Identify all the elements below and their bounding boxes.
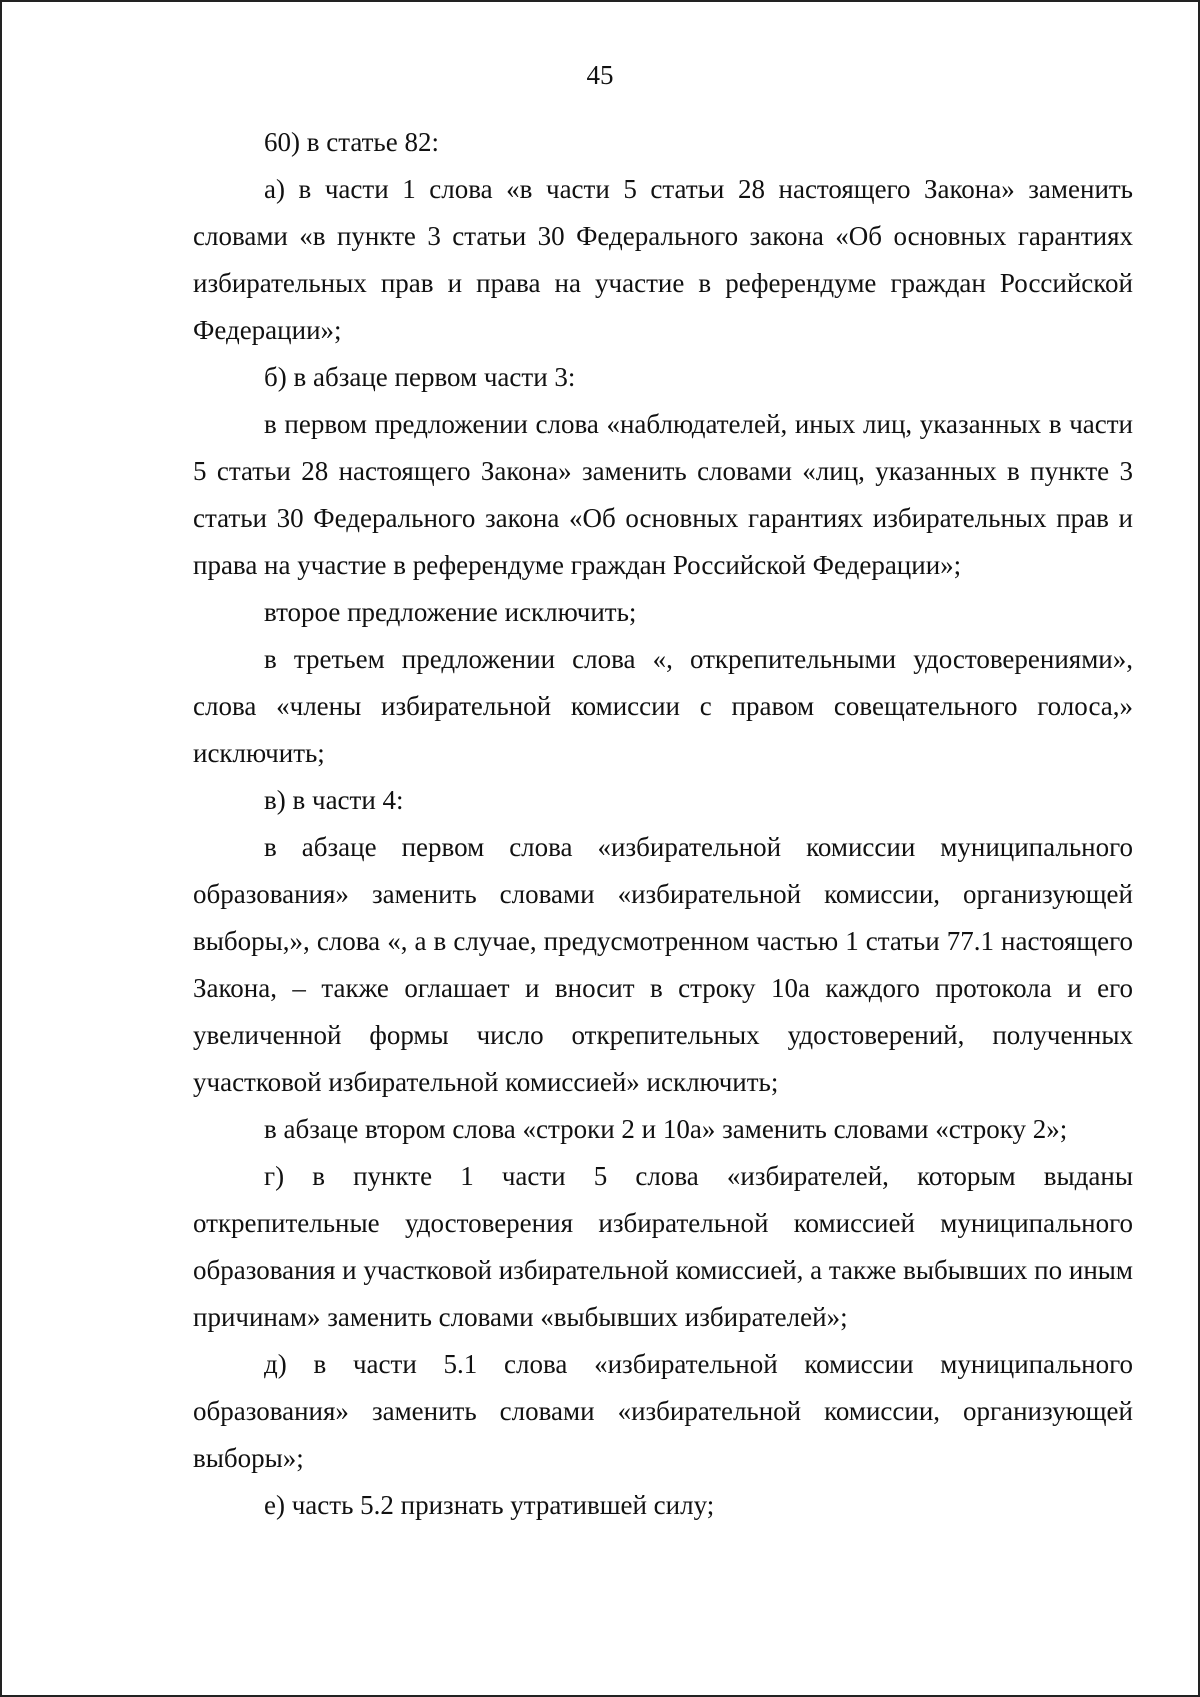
- paragraph: а) в части 1 слова «в части 5 статьи 28 настоящего Закона» заменить словами «в пункте 3 статьи 30 Федерального закона «Об основных гарантиях избирательных прав и права на участие в референдуме граждан Российской Федерации»;: [193, 174, 1133, 345]
- paragraph: б) в абзаце первом части 3:: [264, 362, 576, 392]
- paragraph: в абзаце втором слова «строки 2 и 10а» заменить словами «строку 2»;: [264, 1114, 1068, 1144]
- paragraph: в третьем предложении слова «, открепительными удостоверениями», слова «члены избирательной комиссии с правом совещательного голоса,» исключить;: [193, 644, 1133, 768]
- paragraph: в) в части 4:: [264, 785, 404, 815]
- paragraph: второе предложение исключить;: [264, 597, 637, 627]
- paragraph: в первом предложении слова «наблюдателей, иных лиц, указанных в части 5 статьи 28 настоящего Закона» заменить словами «лиц, указанных в пункте 3 статьи 30 Федерального закона «Об основных гарантиях избирательных прав и права на участие в референдуме граждан Российской Федерации»;: [193, 409, 1133, 580]
- paragraph: д) в части 5.1 слова «избирательной комиссии муниципального образования» заменить словами «избирательной комиссии, организующей выборы»;: [193, 1349, 1133, 1473]
- paragraph: в абзаце первом слова «избирательной комиссии муниципального образования» заменить словами «избирательной комиссии, организующей выборы,», слова «, а в случае, предусмотренном частью 1 статьи 77.1 настоящего Закона, – также оглашает и вносит в строку 10а каждого протокола и его увеличенной формы число открепительных удостоверений, полученных участковой избирательной комиссией» исключить;: [193, 832, 1133, 1097]
- paragraph: е) часть 5.2 признать утратившей силу;: [264, 1490, 715, 1520]
- paragraph: 60) в статье 82:: [264, 127, 439, 157]
- paragraph: г) в пункте 1 части 5 слова «избирателей, которым выданы открепительные удостоверения избирательной комиссией муниципального образования и участковой избирательной комиссией, а также выбывших по иным причинам» заменить словами «выбывших избирателей»;: [193, 1161, 1133, 1332]
- document-body: [193, 119, 1133, 1529]
- page-number: 45: [586, 60, 614, 90]
